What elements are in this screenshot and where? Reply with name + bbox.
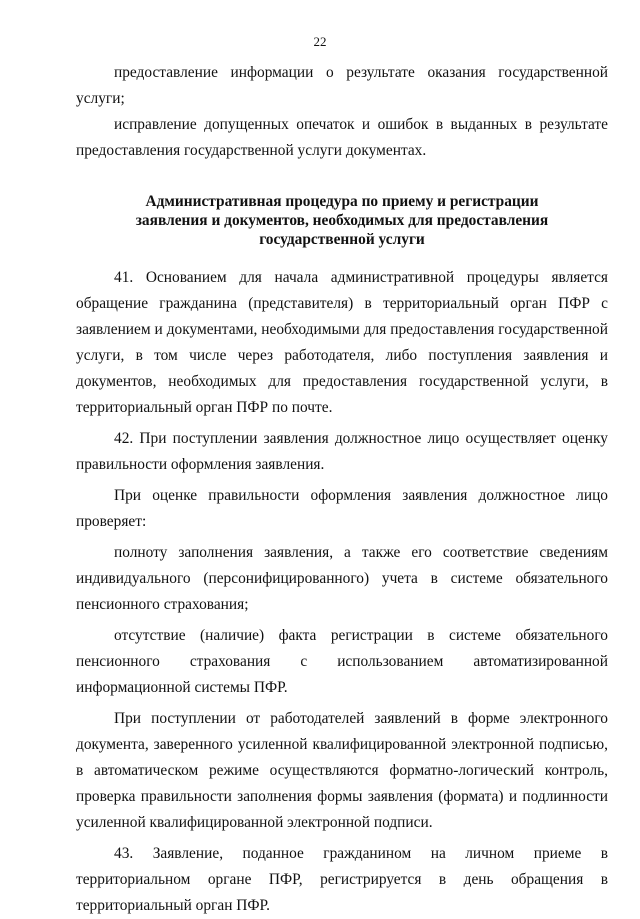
paragraph-42: 42. При поступлении заявления должностное лицо осуществляет оценку правильности оформления заявления. — [76, 430, 608, 473]
paragraph-completeness: полноту заполнения заявления, а также его соответствие сведениям индивидуального (персонифицированного) учета в системе обязательного пенсионного страхования; — [76, 544, 608, 613]
paragraph-41: 41. Основанием для начала административной процедуры является обращение гражданина (представителя) в территориальный орган ПФР с заявлением и документами, необходимыми для предоставления государственной услуги, в том числе через работодателя, либо поступления заявления и документов, необходимых для предоставления государственной услуги, в территориальный орган ПФР по почте. — [76, 269, 608, 416]
paragraph-check-intro: При оценке правильности оформления заявления должностное лицо проверяет: — [76, 487, 608, 530]
page-number: 22 — [313, 34, 327, 49]
document-body — [76, 60, 608, 919]
section-heading-line-1: Административная процедура по приему и регистрации — [145, 193, 539, 210]
paragraph-error-correction: исправление допущенных опечаток и ошибок в выданных в результате предоставления государственной услуги документах. — [76, 116, 608, 159]
section-heading — [76, 192, 608, 249]
paragraph-registration-fact: отсутствие (наличие) факта регистрации в системе обязательного пенсионного страхования с использованием автоматизированной информационной системы ПФР. — [76, 627, 608, 696]
paragraph-43: 43. Заявление, поданное гражданином на личном приеме в территориальном органе ПФР, регистрируется в день обращения в территориальный орган ПФР. — [76, 845, 608, 914]
section-heading-line-3: государственной услуги — [259, 231, 425, 248]
paragraph-electronic-docs: При поступлении от работодателей заявлений в форме электронного документа, заверенного усиленной квалифицированной электронной подписью, в автоматическом режиме осуществляются форматно-логический контроль, проверка правильности заполнения формы заявления (формата) и подлинности усиленной квалифицированной электронной подписи. — [76, 710, 608, 831]
section-heading-line-2: заявления и документов, необходимых для предоставления — [135, 212, 549, 229]
paragraph-info-result: предоставление информации о результате оказания государственной услуги; — [76, 64, 608, 107]
